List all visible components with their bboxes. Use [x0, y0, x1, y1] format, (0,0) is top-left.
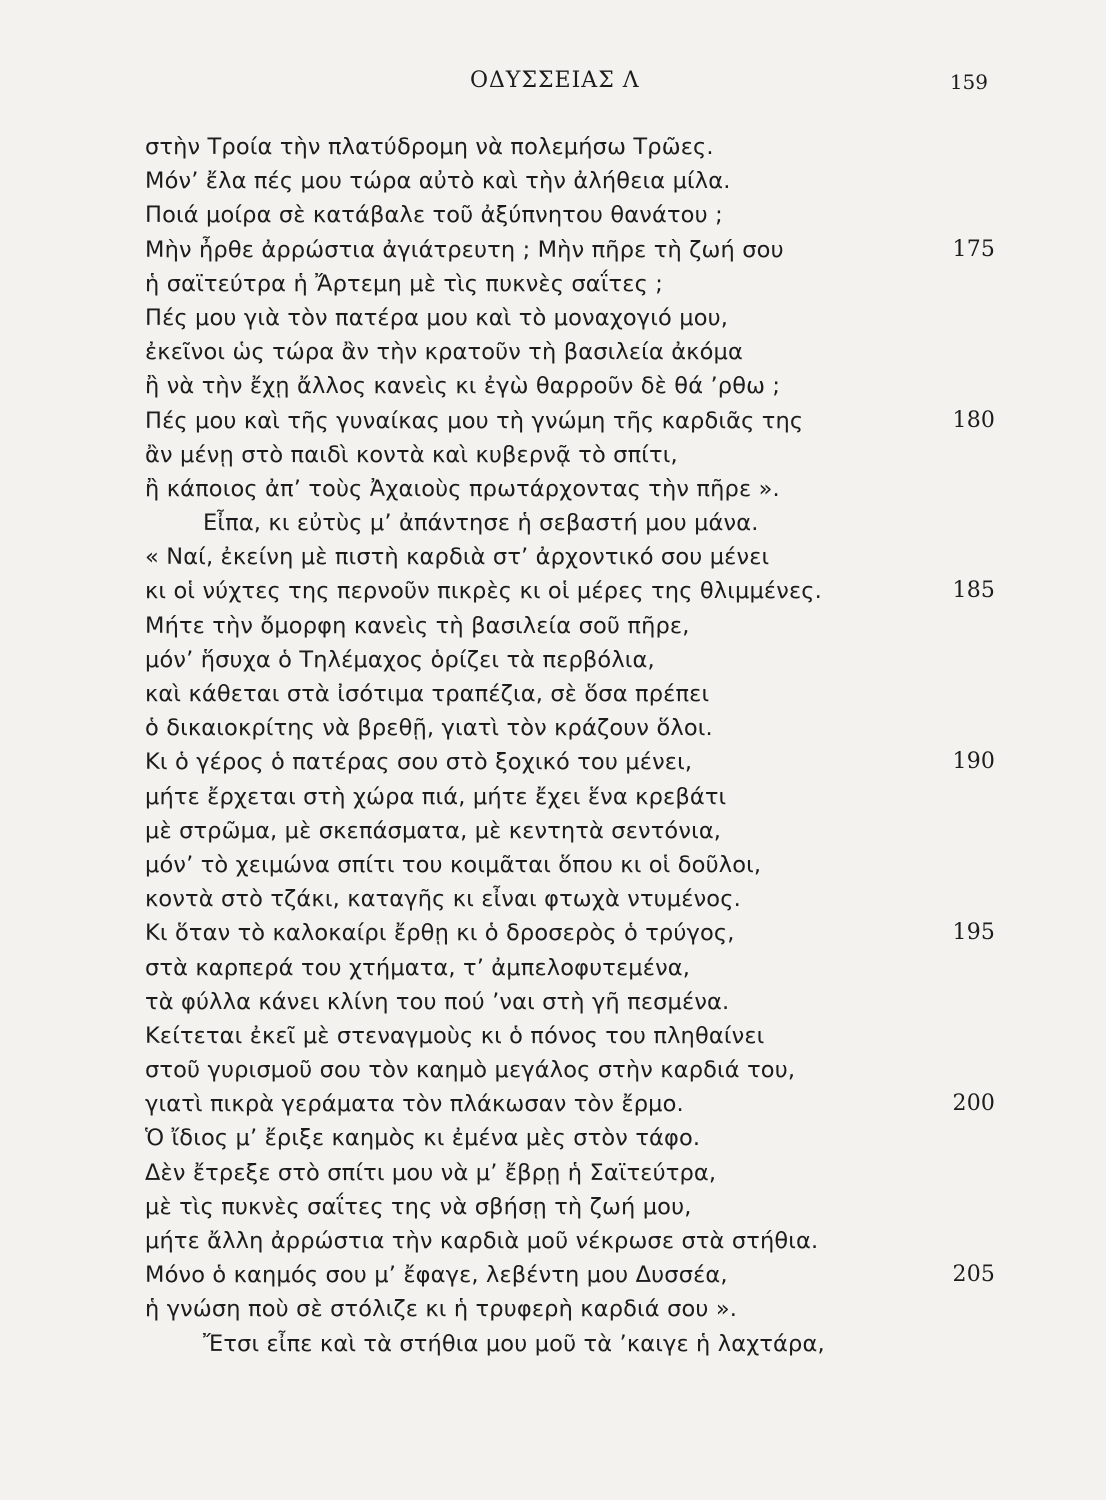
verse-line	[145, 335, 1005, 369]
verse-text: ὁ δικαιοκρίτης νὰ βρεθῇ, γιατὶ τὸν κράζουν ὅλοι.	[145, 715, 713, 742]
verse-line	[145, 882, 1005, 916]
verse-line	[145, 472, 1005, 506]
verse-text: καὶ κάθεται στὰ ἰσότιμα τραπέζια, σὲ ὅσα πρέπει	[145, 681, 710, 707]
verse-text: κοντὰ στὸ τζάκι, καταγῆς κι εἶναι φτωχὰ ντυμένος.	[145, 886, 741, 913]
verse-text: στὴν Τροία τὴν πλατύδρομη νὰ πολεμήσω Τρῶες.	[145, 134, 714, 160]
verse-line	[145, 643, 1005, 677]
verse-line	[145, 1019, 1005, 1053]
verse-text: Δὲν ἔτρεξε στὸ σπίτι μου νὰ μ’ ἔβρῃ ἡ Σαϊτεύτρα,	[145, 1159, 717, 1186]
poem-text	[145, 130, 1005, 1361]
verse-line	[145, 267, 1005, 301]
verse-text: μόν’ ἥσυχα ὁ Τηλέμαχος ὁρίζει τὰ περβόλια,	[145, 646, 655, 673]
verse-line	[145, 951, 1005, 985]
verse-line	[145, 198, 1005, 232]
verse-text: ἢ νὰ τὴν ἔχῃ ἄλλος κανεὶς κι ἐγὼ θαρροῦν δὲ θά ’ρθω ;	[145, 373, 781, 400]
verse-line	[145, 438, 1005, 472]
line-number: 175	[952, 236, 995, 262]
verse-text: μήτε ἄλλη ἀρρώστια τὴν καρδιὰ μοῦ νέκρωσε στὰ στήθια.	[145, 1228, 819, 1254]
verse-line	[145, 130, 1005, 164]
line-number: 200	[952, 1091, 995, 1117]
verse-text: Μόν’ ἔλα πές μου τώρα αὐτὸ καὶ τὴν ἀλήθεια μίλα.	[145, 168, 731, 195]
verse-text: στοῦ γυρισμοῦ σου τὸν καημὸ μεγάλος στὴν καρδιά του,	[145, 1057, 796, 1084]
verse-line	[145, 916, 1005, 950]
verse-text: μὲ στρῶμα, μὲ σκεπάσματα, μὲ κεντητὰ σεντόνια,	[145, 817, 722, 844]
verse-line	[145, 404, 1005, 438]
line-number: 185	[952, 578, 995, 604]
verse-text: ἡ σαϊτεύτρα ἡ Ἄρτεμη μὲ τὶς πυκνὲς σαΐτες ;	[145, 270, 663, 297]
running-title: ΟΔΥΣΣΕΙΑΣ Λ	[470, 68, 640, 93]
verse-text: μήτε ἔρχεται στὴ χώρα πιά, μήτε ἔχει ἕνα κρεβάτι	[145, 783, 727, 810]
line-number: 180	[952, 407, 995, 433]
verse-line	[145, 1121, 1005, 1155]
verse-text: Ἔτσι εἶπε καὶ τὰ στήθια μου μοῦ τὰ ’καιγε ἡ λαχτάρα,	[203, 1330, 825, 1357]
verse-line	[145, 1327, 1005, 1361]
verse-text: τὰ φύλλα κάνει κλίνη του πού ’ναι στὴ γῆ πεσμένα.	[145, 988, 730, 1015]
verse-line	[145, 1156, 1005, 1190]
verse-line	[145, 1258, 1005, 1292]
verse-line	[145, 164, 1005, 198]
verse-text: ἂν μένῃ στὸ παιδὶ κοντὰ καὶ κυβερνᾷ τὸ σπίτι,	[145, 441, 678, 468]
verse-text: Ποιά μοίρα σὲ κατάβαλε τοῦ ἀξύπνητου θανάτου ;	[145, 202, 723, 229]
verse-line	[145, 848, 1005, 882]
verse-text: Πές μου καὶ τῆς γυναίκας μου τὴ γνώμη τῆς καρδιᾶς της	[145, 407, 804, 434]
verse-text: ἐκεῖνοι ὡς τώρα ἂν τὴν κρατοῦν τὴ βασιλεία ἀκόμα	[145, 339, 743, 366]
verse-text: κι οἱ νύχτες της περνοῦν πικρὲς κι οἱ μέρες της θλιμμένες.	[145, 578, 822, 605]
page-number: 159	[949, 70, 988, 94]
verse-text: Μόνο ὁ καημός σου μ’ ἔφαγε, λεβέντη μου Δυσσέα,	[145, 1262, 728, 1289]
verse-line	[145, 1053, 1005, 1087]
verse-text: « Ναί, ἐκείνη μὲ πιστὴ καρδιὰ στ’ ἀρχοντικό σου μένει	[145, 544, 770, 571]
verse-text: Εἶπα, κι εὐτὺς μ’ ἀπάντησε ἡ σεβαστή μου μάνα.	[203, 510, 759, 537]
verse-line	[145, 985, 1005, 1019]
verse-text: Μὴν ἦρθε ἀρρώστια ἀγιάτρευτη ; Μὴν πῆρε τὴ ζωή σου	[145, 236, 784, 263]
verse-text: Πές μου γιὰ τὸν πατέρα μου καὶ τὸ μοναχογιό μου,	[145, 304, 729, 331]
verse-line	[145, 506, 1005, 540]
verse-text: στὰ καρπερά του χτήματα, τ’ ἀμπελοφυτεμένα,	[145, 954, 691, 981]
verse-text: ἡ γνώση ποὺ σὲ στόλιζε κι ἡ τρυφερὴ καρδιά σου ».	[145, 1296, 738, 1323]
verse-text: Ὁ ἴδιος μ’ ἔριξε καημὸς κι ἐμένα μὲς στὸν τάφο.	[145, 1125, 701, 1152]
page-header	[0, 60, 1106, 100]
verse-line	[145, 780, 1005, 814]
verse-text: γιατὶ πικρὰ γεράματα τὸν πλάκωσαν τὸν ἔρμο.	[145, 1091, 684, 1118]
line-number: 205	[952, 1262, 995, 1288]
verse-line	[145, 814, 1005, 848]
verse-text: Κι ὅταν τὸ καλοκαίρι ἔρθῃ κι ὁ δροσερὸς ὁ τρύγος,	[145, 920, 735, 947]
verse-text: Κείτεται ἐκεῖ μὲ στεναγμοὺς κι ὁ πόνος του πληθαίνει	[145, 1022, 765, 1049]
verse-text: ἢ κάποιος ἀπ’ τοὺς Ἀχαιοὺς πρωτάρχοντας τὴν πῆρε ».	[145, 475, 780, 502]
verse-line	[145, 1292, 1005, 1326]
verse-line	[145, 540, 1005, 574]
verse-text: μὲ τὶς πυκνὲς σαΐτες της νὰ σβήσῃ τὴ ζωή μου,	[145, 1193, 692, 1220]
line-number: 195	[952, 920, 995, 946]
verse-line	[145, 745, 1005, 779]
verse-line	[145, 677, 1005, 711]
verse-line	[145, 233, 1005, 267]
verse-line	[145, 574, 1005, 608]
line-number: 190	[952, 749, 995, 775]
verse-line	[145, 369, 1005, 403]
verse-line	[145, 1224, 1005, 1258]
verse-text: Μήτε τὴν ὄμορφη κανεὶς τὴ βασιλεία σοῦ πῆρε,	[145, 612, 690, 639]
verse-text: μόν’ τὸ χειμώνα σπίτι του κοιμᾶται ὅπου κι οἱ δοῦλοι,	[145, 851, 762, 878]
verse-line	[145, 1190, 1005, 1224]
verse-text: Κι ὁ γέρος ὁ πατέρας σου στὸ ξοχικό του μένει,	[145, 749, 693, 776]
verse-line	[145, 1087, 1005, 1121]
verse-line	[145, 711, 1005, 745]
verse-line	[145, 301, 1005, 335]
verse-line	[145, 609, 1005, 643]
